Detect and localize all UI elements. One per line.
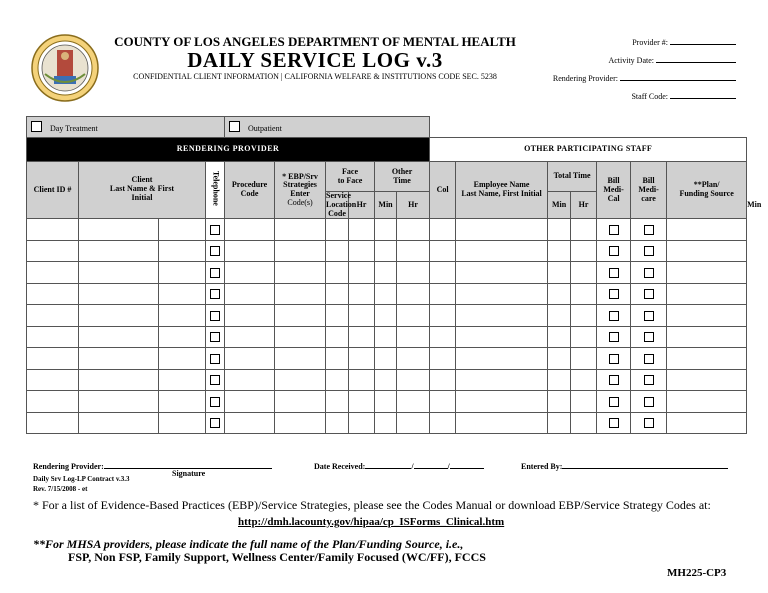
face-min-header: Min	[375, 192, 397, 219]
table-cell[interactable]	[631, 283, 667, 305]
table-cell[interactable]	[597, 240, 631, 262]
table-cell[interactable]	[275, 412, 326, 434]
table-cell[interactable]	[631, 240, 667, 262]
table-cell[interactable]	[27, 305, 79, 327]
client-id-header: Client ID #	[27, 162, 79, 219]
rendering-provider-section: RENDERING PROVIDER	[27, 138, 430, 162]
table-row	[27, 391, 747, 413]
table-row	[27, 348, 747, 370]
table-row	[27, 219, 747, 241]
other-time-header: Other Time	[375, 162, 430, 192]
table-cell[interactable]	[548, 391, 571, 413]
telephone-header: Telephone	[206, 162, 225, 219]
table-cell[interactable]	[430, 326, 456, 348]
table-cell[interactable]	[206, 305, 225, 327]
telephone-checkbox[interactable]	[210, 354, 220, 364]
table-cell[interactable]	[275, 240, 326, 262]
table-cell[interactable]	[397, 348, 430, 370]
table-cell[interactable]	[571, 219, 597, 241]
table-cell[interactable]	[225, 240, 275, 262]
table-cell[interactable]	[571, 262, 597, 284]
table-cell[interactable]	[225, 219, 275, 241]
other-min-header: Min	[548, 192, 571, 219]
other-hr-header: Hr	[397, 192, 430, 219]
codes-link[interactable]: http://dmh.lacounty.gov/hipaa/cp_ISForms_Clinical.htm	[238, 516, 505, 528]
form-title: DAILY SERVICE LOG v.3	[187, 48, 443, 72]
table-cell[interactable]	[631, 412, 667, 434]
table-cell[interactable]	[206, 391, 225, 413]
provider-number-label: Provider #:	[632, 38, 668, 47]
table-cell[interactable]	[397, 369, 430, 391]
table-cell[interactable]	[27, 348, 79, 370]
table-cell[interactable]	[597, 262, 631, 284]
table-cell[interactable]	[79, 240, 159, 262]
table-cell[interactable]	[548, 412, 571, 434]
table-cell[interactable]	[375, 348, 397, 370]
table-cell[interactable]	[27, 262, 79, 284]
staff-code-label: Staff Code:	[631, 92, 668, 101]
rendering-provider-label: Rendering Provider:	[552, 74, 618, 83]
procedure-code-header: Procedure Code	[225, 162, 275, 219]
table-cell[interactable]	[375, 240, 397, 262]
table-cell[interactable]	[275, 262, 326, 284]
table-cell[interactable]	[548, 283, 571, 305]
outpatient-label: Outpatient	[248, 123, 282, 133]
revision-date: Rev. 7/15/2008 - et	[33, 485, 88, 493]
table-cell[interactable]	[456, 391, 548, 413]
bill-medical-checkbox[interactable]	[609, 354, 619, 364]
table-cell[interactable]	[397, 326, 430, 348]
table-cell[interactable]	[326, 391, 349, 413]
bill-medical-header: Bill Medi- Cal	[597, 162, 631, 219]
total-time-header: Total Time	[548, 162, 597, 192]
telephone-checkbox[interactable]	[210, 268, 220, 278]
bill-medicare-checkbox[interactable]	[644, 397, 654, 407]
table-row	[27, 240, 747, 262]
table-cell[interactable]	[631, 326, 667, 348]
table-cell[interactable]	[631, 305, 667, 327]
table-cell[interactable]	[159, 369, 206, 391]
table-cell[interactable]	[326, 326, 349, 348]
table-cell[interactable]	[667, 219, 747, 241]
table-cell[interactable]	[667, 348, 747, 370]
plan-funding-header: **Plan/ Funding Source	[667, 162, 747, 219]
table-cell[interactable]	[456, 326, 548, 348]
funding-source-list: FSP, Non FSP, Family Support, Wellness Center/Family Focused (WC/FF), FCCS	[68, 550, 486, 564]
table-cell[interactable]	[326, 240, 349, 262]
table-cell[interactable]	[206, 283, 225, 305]
table-row	[27, 326, 747, 348]
provider-number-field[interactable]	[632, 36, 736, 47]
table-cell[interactable]	[225, 326, 275, 348]
bill-medicare-header: Bill Medi- care	[631, 162, 667, 219]
table-cell[interactable]	[326, 412, 349, 434]
day-treatment-checkbox[interactable]	[27, 117, 225, 138]
table-cell[interactable]	[430, 412, 456, 434]
telephone-checkbox[interactable]	[210, 375, 220, 385]
service-location-header: Service Location Code	[326, 191, 357, 218]
table-cell[interactable]	[456, 348, 548, 370]
table-cell[interactable]	[275, 305, 326, 327]
table-cell[interactable]	[430, 283, 456, 305]
table-cell[interactable]	[159, 326, 206, 348]
bill-medicare-checkbox[interactable]	[644, 354, 654, 364]
bill-medical-checkbox[interactable]	[609, 397, 619, 407]
table-cell[interactable]	[456, 369, 548, 391]
telephone-checkbox[interactable]	[210, 418, 220, 428]
table-cell[interactable]	[326, 283, 349, 305]
table-cell[interactable]	[456, 240, 548, 262]
telephone-checkbox[interactable]	[210, 246, 220, 256]
footer-rendering-provider[interactable]	[33, 460, 272, 471]
day-treatment-label: Day Treatment	[50, 123, 98, 133]
table-row	[27, 369, 747, 391]
table-cell[interactable]	[275, 283, 326, 305]
table-cell[interactable]	[206, 262, 225, 284]
bill-medicare-checkbox[interactable]	[644, 332, 654, 342]
blank-cell	[430, 117, 747, 138]
bill-medicare-checkbox[interactable]	[644, 311, 654, 321]
table-cell[interactable]	[430, 369, 456, 391]
table-cell[interactable]	[571, 369, 597, 391]
table-cell[interactable]	[79, 305, 159, 327]
table-cell[interactable]	[206, 326, 225, 348]
footer-rendering-provider-label: Rendering Provider:	[33, 462, 104, 471]
table-cell[interactable]	[349, 262, 375, 284]
table-cell[interactable]	[397, 391, 430, 413]
table-cell[interactable]	[667, 283, 747, 305]
form-code: MH225-CP3	[667, 567, 727, 579]
activity-date-field[interactable]	[608, 54, 736, 65]
table-cell[interactable]	[397, 219, 430, 241]
bill-medical-checkbox[interactable]	[609, 311, 619, 321]
table-cell[interactable]	[275, 348, 326, 370]
date-received-field[interactable]: Date Received: / /	[314, 460, 484, 471]
table-cell[interactable]	[225, 348, 275, 370]
table-cell[interactable]	[27, 326, 79, 348]
staff-code-field[interactable]	[631, 90, 736, 101]
telephone-checkbox[interactable]	[210, 397, 220, 407]
table-cell[interactable]	[430, 391, 456, 413]
table-cell[interactable]	[456, 412, 548, 434]
table-cell[interactable]	[667, 305, 747, 327]
day-treatment-box[interactable]	[31, 121, 42, 132]
table-cell[interactable]	[27, 391, 79, 413]
table-cell[interactable]	[430, 219, 456, 241]
entered-by-label: Entered By:	[521, 462, 563, 471]
table-cell[interactable]	[597, 369, 631, 391]
table-cell[interactable]	[631, 348, 667, 370]
table-cell[interactable]	[206, 369, 225, 391]
table-cell[interactable]	[597, 348, 631, 370]
table-cell[interactable]	[27, 412, 79, 434]
bill-medicare-checkbox[interactable]	[644, 289, 654, 299]
table-cell[interactable]	[349, 326, 375, 348]
table-cell[interactable]	[159, 412, 206, 434]
table-cell[interactable]	[571, 240, 597, 262]
table-cell[interactable]	[206, 348, 225, 370]
table-cell[interactable]	[548, 369, 571, 391]
table-cell[interactable]	[571, 391, 597, 413]
table-cell[interactable]	[571, 305, 597, 327]
outpatient-box[interactable]	[229, 121, 240, 132]
table-cell[interactable]	[631, 369, 667, 391]
table-cell[interactable]	[159, 348, 206, 370]
table-cell[interactable]	[206, 412, 225, 434]
table-cell[interactable]	[27, 219, 79, 241]
table-cell[interactable]	[397, 305, 430, 327]
table-cell[interactable]	[456, 219, 548, 241]
table-cell[interactable]	[79, 391, 159, 413]
table-cell[interactable]	[375, 391, 397, 413]
table-cell[interactable]	[206, 240, 225, 262]
table-cell[interactable]	[456, 283, 548, 305]
table-cell[interactable]	[667, 391, 747, 413]
table-row	[27, 262, 747, 284]
table-cell[interactable]	[548, 348, 571, 370]
confidential-notice: CONFIDENTIAL CLIENT INFORMATION | CALIFORNIA WELFARE & INSTITUTIONS CODE SEC. 5238	[133, 72, 497, 81]
table-cell[interactable]	[27, 240, 79, 262]
table-cell[interactable]	[326, 262, 349, 284]
rendering-provider-field[interactable]	[553, 72, 736, 83]
table-cell[interactable]	[225, 391, 275, 413]
client-name-header: Client Last Name & First Initial	[79, 162, 206, 219]
table-cell[interactable]	[375, 305, 397, 327]
table-cell[interactable]	[430, 262, 456, 284]
table-cell[interactable]	[597, 219, 631, 241]
table-cell[interactable]	[206, 219, 225, 241]
table-cell[interactable]	[597, 305, 631, 327]
ebp-note: * For a list of Evidence-Based Practices (EBP)/Service Strategies, please see the Codes Manual or download EBP/Service Strategy Codes at:	[33, 498, 711, 512]
table-cell[interactable]	[225, 305, 275, 327]
table-cell[interactable]	[326, 369, 349, 391]
mhsa-note: **For MHSA providers, please indicate the full name of the Plan/Funding Source, i.e.,	[33, 537, 464, 551]
bill-medical-checkbox[interactable]	[609, 332, 619, 342]
table-cell[interactable]	[456, 305, 548, 327]
table-cell[interactable]	[597, 391, 631, 413]
table-cell[interactable]	[375, 369, 397, 391]
entered-by-field[interactable]	[521, 460, 728, 471]
table-cell[interactable]	[225, 262, 275, 284]
table-cell[interactable]	[667, 412, 747, 434]
table-cell[interactable]	[667, 240, 747, 262]
telephone-checkbox[interactable]	[210, 289, 220, 299]
face-hr-header: Hr	[349, 192, 375, 219]
bill-medical-checkbox[interactable]	[609, 246, 619, 256]
table-cell[interactable]	[397, 262, 430, 284]
table-cell[interactable]	[275, 369, 326, 391]
table-cell[interactable]	[225, 412, 275, 434]
table-cell[interactable]	[597, 326, 631, 348]
table-cell[interactable]	[275, 391, 326, 413]
employee-name-header: Employee Name Last Name, First Initial	[456, 162, 548, 219]
table-cell[interactable]	[548, 219, 571, 241]
table-cell[interactable]	[27, 283, 79, 305]
table-cell[interactable]	[571, 348, 597, 370]
table-cell[interactable]	[159, 240, 206, 262]
bill-medical-checkbox[interactable]	[609, 289, 619, 299]
table-cell[interactable]	[548, 326, 571, 348]
table-cell[interactable]	[79, 348, 159, 370]
table-cell[interactable]	[349, 240, 375, 262]
table-cell[interactable]	[397, 412, 430, 434]
table-cell[interactable]	[375, 283, 397, 305]
table-cell[interactable]	[159, 283, 206, 305]
table-cell[interactable]	[159, 219, 206, 241]
table-cell[interactable]	[430, 240, 456, 262]
table-cell[interactable]	[349, 219, 375, 241]
table-cell[interactable]	[430, 348, 456, 370]
table-cell[interactable]	[79, 262, 159, 284]
table-cell[interactable]	[349, 348, 375, 370]
table-cell[interactable]	[597, 412, 631, 434]
table-cell[interactable]	[375, 326, 397, 348]
total-hr-header: Hr	[571, 192, 597, 219]
table-cell[interactable]	[548, 305, 571, 327]
table-cell[interactable]	[349, 283, 375, 305]
table-cell[interactable]	[397, 283, 430, 305]
outpatient-checkbox[interactable]	[225, 117, 430, 138]
table-cell[interactable]	[159, 262, 206, 284]
ebp-strategies-header: * EBP/Srv Strategies Enter Code(s)	[275, 162, 326, 219]
table-cell[interactable]	[631, 219, 667, 241]
telephone-checkbox[interactable]	[210, 332, 220, 342]
table-cell[interactable]	[571, 326, 597, 348]
bill-medicare-checkbox[interactable]	[644, 268, 654, 278]
telephone-checkbox[interactable]	[210, 225, 220, 235]
table-cell[interactable]	[667, 369, 747, 391]
table-cell[interactable]	[326, 305, 349, 327]
table-cell[interactable]	[597, 283, 631, 305]
date-received-label: Date Received:	[314, 462, 366, 471]
table-cell[interactable]	[159, 305, 206, 327]
bill-medical-checkbox[interactable]	[609, 268, 619, 278]
table-cell[interactable]	[275, 219, 326, 241]
table-cell[interactable]	[397, 240, 430, 262]
table-cell[interactable]	[27, 369, 79, 391]
face-to-face-header: Face to Face	[326, 162, 375, 192]
col-header: Col	[430, 162, 456, 219]
bill-medicare-checkbox[interactable]	[644, 418, 654, 428]
table-cell[interactable]	[631, 262, 667, 284]
table-cell[interactable]	[375, 219, 397, 241]
other-staff-section: OTHER PARTICIPATING STAFF	[430, 138, 747, 162]
table-cell[interactable]	[225, 283, 275, 305]
table-cell[interactable]	[349, 391, 375, 413]
bill-medicare-checkbox[interactable]	[644, 375, 654, 385]
signature-label: Signature	[172, 469, 206, 478]
table-cell[interactable]	[548, 240, 571, 262]
table-cell[interactable]	[571, 412, 597, 434]
bill-medical-checkbox[interactable]	[609, 225, 619, 235]
table-cell[interactable]	[79, 326, 159, 348]
bill-medical-checkbox[interactable]	[609, 375, 619, 385]
county-seal-logo	[31, 34, 99, 102]
table-cell[interactable]	[159, 391, 206, 413]
form-version: Daily Srv Log-LP Contract v.3.3	[33, 475, 130, 483]
table-cell[interactable]	[326, 348, 349, 370]
table-cell[interactable]	[571, 283, 597, 305]
table-cell[interactable]	[375, 412, 397, 434]
bill-medicare-checkbox[interactable]	[644, 225, 654, 235]
table-row	[27, 412, 747, 434]
table-cell[interactable]	[375, 262, 397, 284]
table-cell[interactable]	[667, 262, 747, 284]
bill-medicare-checkbox[interactable]	[644, 246, 654, 256]
table-cell[interactable]	[326, 219, 349, 241]
table-cell[interactable]	[79, 369, 159, 391]
table-row	[27, 283, 747, 305]
telephone-checkbox[interactable]	[210, 311, 220, 321]
activity-date-label: Activity Date:	[608, 56, 654, 65]
table-cell[interactable]	[79, 219, 159, 241]
table-cell[interactable]	[79, 283, 159, 305]
table-cell[interactable]	[631, 391, 667, 413]
table-cell[interactable]	[79, 412, 159, 434]
table-cell[interactable]	[225, 369, 275, 391]
table-cell[interactable]	[275, 326, 326, 348]
table-cell[interactable]	[430, 305, 456, 327]
table-cell[interactable]	[349, 369, 375, 391]
table-cell[interactable]	[349, 412, 375, 434]
table-row	[27, 305, 747, 327]
table-cell[interactable]	[667, 326, 747, 348]
service-log-table: Day Treatment Outpatient RENDERING PROVIDER OTHER PARTICIPATING STAFF Client ID # Client Last Name & First Initial Telephone Procedure Code * EBP/Srv Strategies Enter Code(s) Face to Face Other Time Col Employee Name Last Name, First Initial Total Time Bill Medi- Cal Bill Medi- care **Plan/ Funding Source Service Location Code Hr Min Hr Min Hr Min	[26, 116, 747, 434]
table-cell[interactable]	[349, 305, 375, 327]
table-cell[interactable]	[548, 262, 571, 284]
bill-medical-checkbox[interactable]	[609, 418, 619, 428]
table-cell[interactable]	[456, 262, 548, 284]
county-department-heading: COUNTY OF LOS ANGELES DEPARTMENT OF MENTAL HEALTH	[114, 34, 516, 49]
